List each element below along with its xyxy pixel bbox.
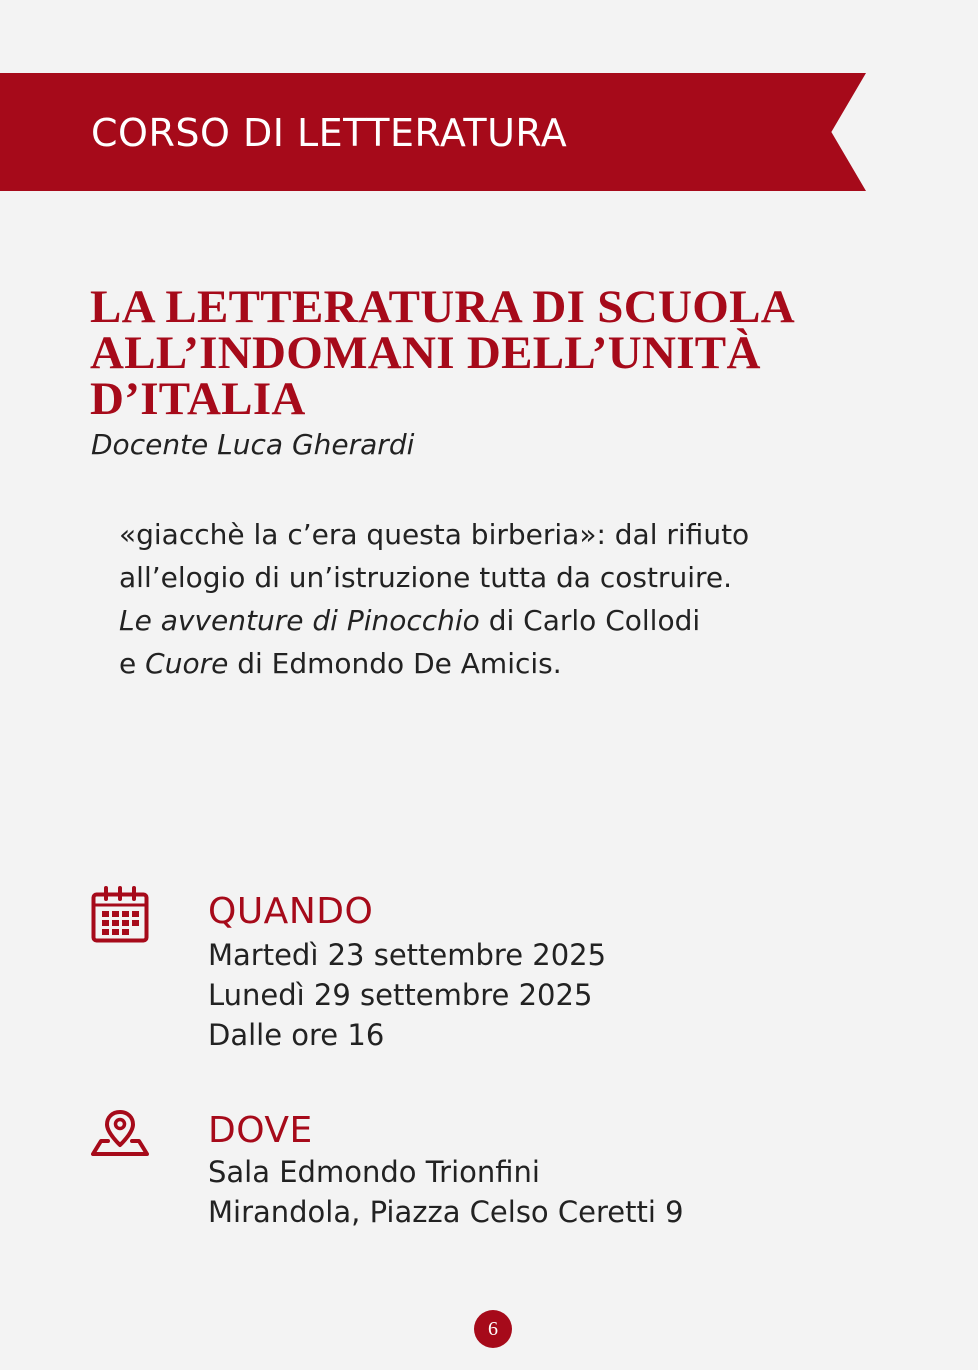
description-line: all’elogio di un’istruzione tutta da costruire.: [119, 561, 732, 594]
when-label: QUANDO: [208, 891, 374, 932]
course-title-line: D’ITALIA: [90, 373, 306, 425]
description-line: «giacchè la c’era questa birberia»: dal rifiuto: [119, 518, 750, 551]
course-title: [90, 281, 870, 425]
where-details: [208, 1152, 684, 1232]
address-line: Mirandola, Piazza Celso Ceretti 9: [208, 1195, 684, 1229]
book-title: Cuore: [145, 647, 229, 680]
course-description: [119, 513, 839, 685]
calendar-icon: [91, 886, 149, 944]
description-line: Le avventure di Pinocchio di Carlo Collodi: [119, 604, 701, 637]
where-label: DOVE: [208, 1110, 313, 1151]
time-line: Dalle ore 16: [208, 1018, 385, 1052]
course-title-line: LA LETTERATURA DI SCUOLA: [90, 281, 795, 333]
description-line: e Cuore di Edmondo De Amicis.: [119, 647, 562, 680]
course-category: CORSO DI LETTERATURA: [91, 111, 568, 155]
book-title: Le avventure di Pinocchio: [119, 604, 480, 637]
teacher-name: Docente Luca Gherardi: [91, 428, 415, 461]
date-line: Lunedì 29 settembre 2025: [208, 978, 593, 1012]
venue-line: Sala Edmondo Trionfini: [208, 1155, 540, 1189]
date-line: Martedì 23 settembre 2025: [208, 938, 607, 972]
map-pin-icon: [91, 1108, 149, 1158]
when-details: [208, 935, 606, 1055]
page-number: 6: [474, 1310, 512, 1348]
course-title-line: ALL’INDOMANI DELL’UNITÀ: [90, 327, 761, 379]
